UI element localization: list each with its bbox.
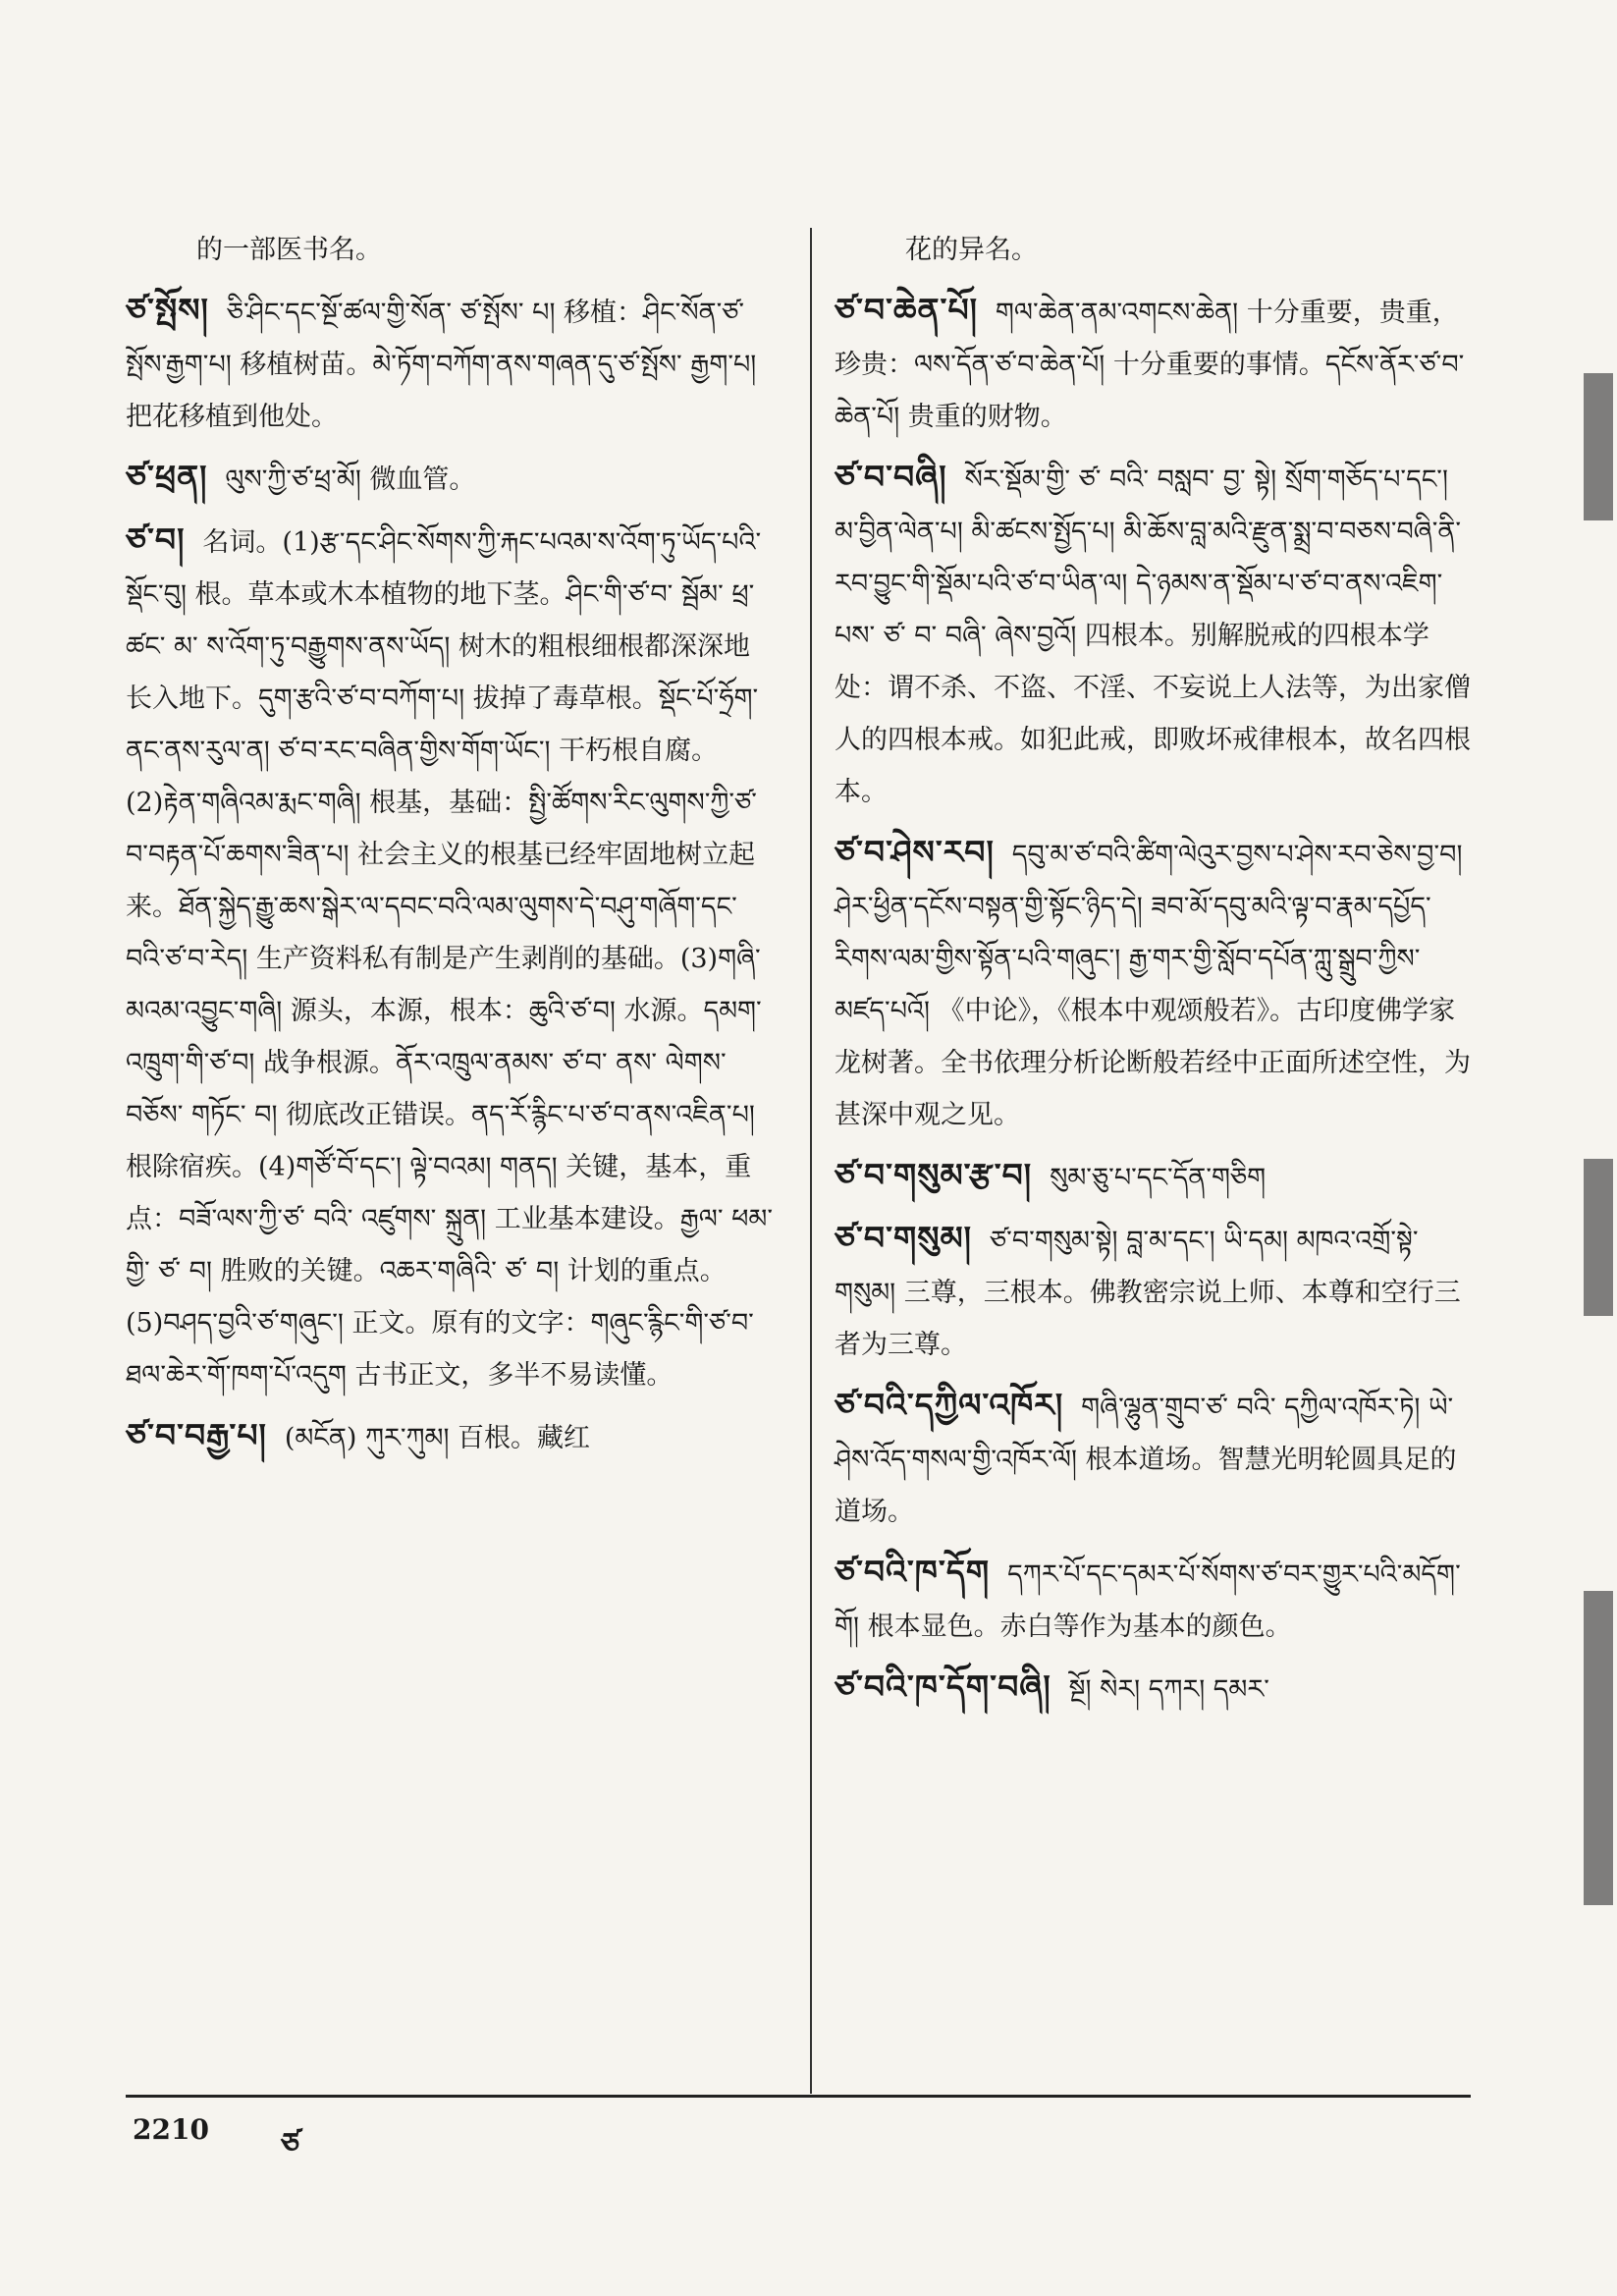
dictionary-entry xyxy=(126,451,774,506)
entry-definition: 名词。(1)རྩ་དང་ཤིང་སོགས་ཀྱི་རྐང་པའམ་ས་འོག་ཏུ་ཡོད་པའི་སྡོང་བུ། 根。草本或木本植物的地下茎。ཤིང་གི་ཙ་བ་ སྦོམ་ ཕྲ་ ཚང་ མ་ ས་འོག་ཏུ་བརྒྱུགས་ནས་ཡོད། 树木的粗根细根都深深地长入地下。དུག་རྩའི་ཙ་བ་བཀོག་པ། 拔掉了毒草根。སྡོང་པོ་ཧྲོག་ནང་ནས་རུལ་ན། ཙ་བ་རང་བཞིན་གྱིས་གོག་ཡོང་། 干朽根自腐。(2)རྟེན་གཞིའམ་རྨང་གཞི། 根基，基础：སྤྱི་ཚོགས་རིང་ལུགས་ཀྱི་ཙ་བ་བརྟན་པོ་ཆགས་ཟིན་པ། 社会主义的根基已经牢固地树立起来。ཐོན་སྐྱེད་རྒྱུ་ཆས་སྒེར་ལ་དབང་བའི་ལམ་ལུགས་དེ་བཤུ་གཞོག་དང་བའི་ཙ་བ་རེད། 生产资料私有制是产生剥削的基础。(3)གཞི་མའམ་འབྱུང་གཞི། 源头，本源，根本：ཆུའི་ཙ་བ། 水源。དམག་འཁྲུག་གི་ཙ་བ། 战争根源。ནོར་འཁྲུལ་ནམས་ ཙ་བ་ ནས་ ལེགས་བཅོས་ གཏོང་ བ། 彻底改正错误。ནད་རོ་རྙིང་པ་ཙ་བ་ནས་འཇིན་པ། 根除宿疾。(4)གཙོ་བོ་དང་། ལྟེ་བའམ། གནད། 关键，基本，重点：བཟོ་ལས་ཀྱི་ཙ་ བའི་ འཛུགས་ སྐྲུན། 工业基本建设。རྒྱལ་ ཕམ་ གྱི་ ཙ་ བ། 胜败的关键。འཆར་གཞིའི་ ཙ་ བ། 计划的重点。(5)བཤད་བྱའི་ཙ་གཞུང་། 正文。原有的文字：གཞུང་རྙིང་གི་ཙ་བ་ཐལ་ཆེར་གོ་ཁག་པོ་འདུག 古书正文，多半不易读懂。 xyxy=(126,527,773,1391)
dictionary-entry xyxy=(835,284,1473,443)
entry-headword: ཙ་སྤོས། xyxy=(126,291,209,329)
entry-definition: ཅི་ཤིང་དང་སྔོ་ཚལ་གྱི་སོན་ ཙ་སྤོས་ པ། 移植：ཤིང་སོན་ཙ་སྤོས་རྒྱག་པ། 移植树苗。མེ་ཏོག་བཀོག་ནས་གཞན་དུ་ཙ་སྤོས་ རྒྱག་པ། 把花移植到他处。 xyxy=(126,298,757,432)
dictionary-entry xyxy=(835,451,1473,818)
entry-headword: ཙ་བ་ཤེས་རབ། xyxy=(835,833,995,871)
entry-definition: དཀར་པོ་དང་དམར་པོ་སོགས་ཙ་བར་གྱུར་པའི་མདོག་གོ། 根本显色。赤白等作为基本的颜色。 xyxy=(835,1559,1461,1642)
dictionary-entry xyxy=(835,826,1473,1141)
column-divider xyxy=(810,228,812,2094)
entry-headword: ཙ་བ་གསུམ། xyxy=(835,1219,972,1257)
right-column xyxy=(835,224,1473,1723)
entry-headword: ཙ་བ་ཆེན་པོ། xyxy=(835,291,978,329)
dictionary-entry xyxy=(126,1409,774,1464)
edge-mark xyxy=(1584,1159,1613,1316)
entry-definition: སུམ་ཅུ་པ་དང་དོན་གཅིག xyxy=(1050,1163,1267,1193)
dictionary-entry xyxy=(835,1661,1473,1716)
entry-headword: ཙ་བ་བརྒྱ་པ། xyxy=(126,1416,267,1454)
entry-definition: གཞི་ལྷུན་གྲུབ་ཙ་ བའི་ དཀྱིལ་འཁོར་ཏེ། ཡེ་ཤེས་འོད་གསལ་གྱི་འཁོར་ལོ། 根本道场。智慧光明轮圆具足的道场。 xyxy=(835,1393,1457,1527)
entry-headword: ཙ་བ་བཞི། xyxy=(835,458,947,496)
entry-definition: 的一部医书名。 xyxy=(196,235,382,265)
scan-edge-marks xyxy=(1573,0,1617,2296)
entry-definition: 花的异名。 xyxy=(905,235,1038,265)
entry-definition: སོར་སྡོམ་གྱི་ ཙ་ བའི་ བསླབ་ བྱ་ སྟེ། སྲོག་གཅོད་པ་དང་། མ་བྱིན་ལེན་པ། མི་ཚངས་སྤྱོད་པ། མི་ཆོས་བླ་མའི་རྫུན་སྨྲ་བ་བཅས་བཞི་ནི་རབ་བྱུང་གི་སྡོམ་པའི་ཙ་བ་ཡིན་ལ། དེ་ཉམས་ན་སྡོམ་པ་ཙ་བ་ནས་འཇིག་པས་ ཙ་ བ་ བཞི་ ཞེས་བྱའོ། 四根本。别解脱戒的四根本学处：谓不杀、不盗、不淫、不妄说上人法等，为出家僧人的四根本戒。如犯此戒，即败坏戒律根本，故名四根本。 xyxy=(835,465,1471,807)
dictionary-entry xyxy=(835,1212,1473,1371)
dictionary-entry xyxy=(835,1546,1473,1653)
dictionary-entry xyxy=(126,284,774,443)
entry-headword: ཙ་བའི་དཀྱིལ་འཁོར། xyxy=(835,1386,1064,1424)
dictionary-entry xyxy=(126,224,774,276)
running-letter: ཙ xyxy=(281,2127,300,2161)
entry-definition: སྔོ། སེར། དཀར། དམར་ xyxy=(1068,1674,1269,1705)
entry-definition: ལུས་ཀྱི་ཙ་ཕྲ་མོ། 微血管。 xyxy=(225,465,476,495)
dictionary-entry xyxy=(835,224,1473,276)
entry-headword: ཙ་བ་གསུམ་རྩ་བ། xyxy=(835,1156,1033,1194)
page-number: 2210 xyxy=(133,2113,209,2146)
entry-headword: ཙ་བའི་ཁ་དོག་བཞི། xyxy=(835,1667,1051,1706)
dictionary-entry xyxy=(126,514,774,1401)
dictionary-entry xyxy=(835,1379,1473,1538)
entry-headword: ཙ་ཕྲན། xyxy=(126,458,208,496)
left-column xyxy=(126,224,774,1472)
entry-definition: དབུ་མ་ཙ་བའི་ཚིག་ལེའུར་བྱས་པ་ཤེས་རབ་ཅེས་བྱ་བ། ཤེར་ཕྱིན་དངོས་བསྟན་གྱི་སྟོང་ཉིད་དེ། ཟབ་མོ་དབུ་མའི་ལྟ་བ་རྣམ་དཔྱོད་རིགས་ལམ་གྱིས་སྟོན་པའི་གཞུང་། རྒྱ་གར་གྱི་སློབ་དཔོན་ཀླུ་སྒྲུབ་ཀྱིས་མཛད་པའོ། 《中论》，《根本中观颂般若》。古印度佛学家龙树著。全书依理分析论断般若经中正面所述空性，为甚深中观之见。 xyxy=(835,840,1471,1130)
entry-definition: (མངོན) ཀུར་ཀུམ། 百根。藏红 xyxy=(284,1423,591,1453)
dictionary-entry xyxy=(835,1149,1473,1204)
entry-headword: ཙ་བ། xyxy=(126,520,186,559)
edge-mark xyxy=(1584,1591,1613,1905)
edge-mark xyxy=(1584,373,1613,520)
entry-definition: ཙ་བ་གསུམ་སྟེ། བླ་མ་དང་། ཡི་དམ། མཁའ་འགྲོ་སྟེ་གསུམ། 三尊，三根本。佛教密宗说上师、本尊和空行三者为三尊。 xyxy=(835,1226,1461,1360)
footer-rule xyxy=(126,2095,1471,2098)
entry-headword: ཙ་བའི་ཁ་དོག xyxy=(835,1553,991,1591)
entry-definition: གལ་ཆེན་ནམ་འགངས་ཆེན། 十分重要，贵重，珍贵：ལས་དོན་ཙ་བ་ཆེན་པོ། 十分重要的事情。དངོས་ནོར་ཙ་བ་ཆེན་པོ། 贵重的财物。 xyxy=(835,298,1465,432)
